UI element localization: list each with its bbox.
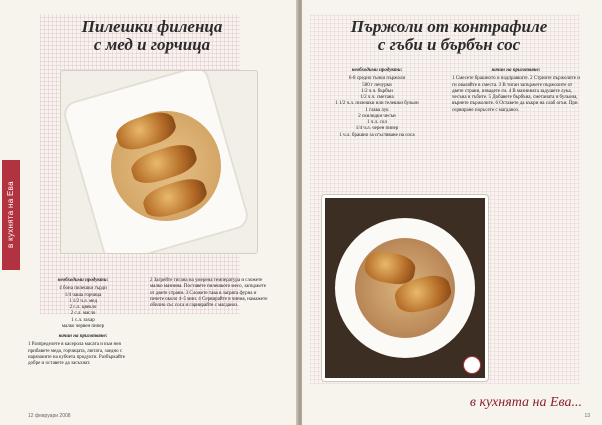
page-footer: 12 февруари 2008 bbox=[28, 413, 71, 419]
ingredient: 2 с.л. масло bbox=[70, 311, 96, 317]
title-line-1: Пилешки филенца bbox=[81, 17, 223, 36]
method-text: 2 Загрейте тигана на умерена температура и сложете малко мазнина. Поставете пилешкото месо, запържете от двете страни. 3 Сложете тава в загрята фурна и печете около 4–5 мин. 4 Сервирайте в чиния, намажете обилно със соса и гарнирайте с магданоз. bbox=[150, 278, 268, 308]
ingredient: 6-8 средно тънки пържоли bbox=[348, 76, 406, 82]
ingredients-heading: необходими продукти: bbox=[57, 278, 109, 283]
method-column bbox=[452, 68, 580, 114]
method-text: 1 Смесете брашното и подправките. 2 Стриите пържолите и ги оваляйте в сместа. 3 В тиган запържете пържолите от двете страни, извадете ги. 4 В мазнината задушете лука, чесъна и гъбите. 5 Добавете бърбъна, сметаната и бульона, върнете пържолите. 6 Оставете да къкри на слаб огън. При сервиране поръсете с магданоз. bbox=[452, 76, 580, 113]
ingredients-heading: необходими продукти: bbox=[351, 68, 403, 73]
ingredients-block bbox=[28, 278, 138, 367]
ingredient: 1/2 ч.ч. бърбън bbox=[361, 88, 393, 94]
ingredient: 1 с.л. захар bbox=[71, 317, 95, 323]
method-text: 1 Разпределете в касерола масата и към нея прибавете меда, горчицата, лютата, заедно с нарязаните на кубчета продукти. Разбъркайте добре и оставете да засъхнат. bbox=[28, 342, 126, 366]
ingredient: 1 1/2 ч.л. пилешки или телешки бульон bbox=[335, 101, 419, 107]
ingredient: 1/4 ч.л. черен пипер bbox=[355, 126, 399, 132]
ingredients-block bbox=[322, 68, 432, 139]
recipe-photo bbox=[60, 70, 258, 254]
ingredient: 1/4 чаша горчица bbox=[64, 292, 102, 298]
ingredient: 1 1/2 ч.л. мед bbox=[68, 298, 97, 304]
title-line-1: Пържоли от контрафиле bbox=[350, 17, 548, 36]
method-heading: начин на приготвяне: bbox=[491, 68, 541, 73]
method-heading: начин на приготвяне: bbox=[58, 334, 108, 339]
ingredient: малко червен пипер bbox=[61, 323, 105, 329]
ingredient: 1 ч.л. сол bbox=[367, 120, 387, 125]
logo-stamp bbox=[463, 356, 481, 374]
title-line-2: с мед и горчица bbox=[93, 34, 211, 54]
right-page bbox=[302, 0, 602, 425]
ingredient: 2 скилидки чесън bbox=[358, 113, 396, 119]
ingredient: 1/2 ч.ч. сметана bbox=[360, 95, 394, 100]
method-column bbox=[150, 278, 270, 309]
title-line-2: с гъби и бърбън сос bbox=[377, 34, 521, 54]
left-page bbox=[0, 0, 298, 425]
ingredient: 2 с.л. цвекло bbox=[69, 305, 97, 310]
ingredient: 1 ч.л. брашно за сгъстяване на соса bbox=[339, 132, 415, 138]
page-footer: 13 bbox=[584, 413, 590, 419]
ingredient: 4 бона пилешки гърди bbox=[59, 286, 107, 292]
ingredient: 500 г печурки bbox=[362, 82, 392, 88]
recipe-title bbox=[324, 18, 574, 54]
ingredient: 1 глава лук bbox=[365, 107, 389, 113]
recipe-photo bbox=[322, 195, 488, 381]
section-label: в кухнята на Ева bbox=[6, 181, 15, 249]
brand-signature: в кухнята на Ева... bbox=[469, 395, 582, 410]
recipe-title bbox=[62, 18, 242, 54]
